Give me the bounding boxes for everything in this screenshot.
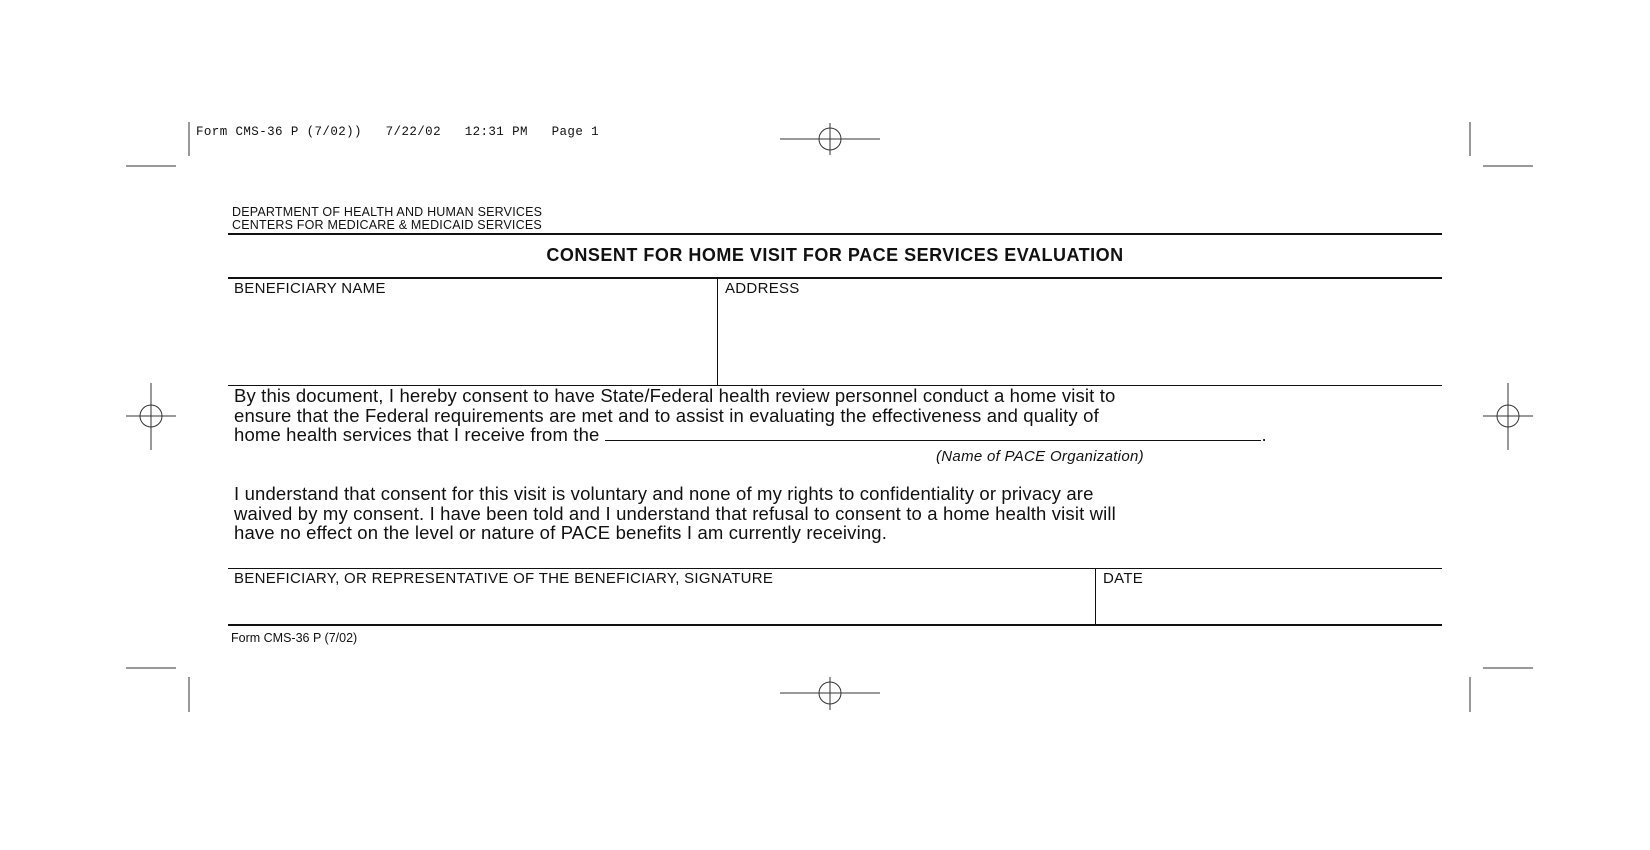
agency-line-1: DEPARTMENT OF HEALTH AND HUMAN SERVICES	[232, 205, 543, 219]
print-header-page: Page 1	[551, 125, 600, 139]
signature-label: BENEFICIARY, OR REPRESENTATIVE OF THE BENEFICIARY, SIGNATURE	[234, 570, 774, 587]
date-label: DATE	[1103, 570, 1144, 587]
print-header-time: 12:31 PM	[464, 125, 528, 139]
rule-title-bottom	[228, 277, 1442, 279]
understanding-line-3: have no effect on the level or nature of PACE benefits I am currently receiving.	[234, 522, 887, 544]
consent-line-2: ensure that the Federal requirements are met and to assist in evaluating the effectiveness and quality of	[234, 404, 1099, 426]
print-header-date: 7/22/02	[385, 125, 441, 139]
rule-signature-top	[228, 568, 1442, 569]
address-field[interactable]	[725, 300, 1435, 380]
consent-paragraph	[234, 386, 1439, 445]
consent-line-3-end: .	[1261, 424, 1267, 446]
beneficiary-name-field[interactable]	[238, 300, 708, 380]
consent-line-3-text: home health services that I receive from the	[234, 424, 600, 446]
beneficiary-name-label: BENEFICIARY NAME	[234, 280, 386, 297]
date-field[interactable]	[1103, 590, 1433, 622]
agency-line-2: CENTERS FOR MEDICARE & MEDICAID SERVICES	[232, 218, 542, 232]
understanding-line-1: I understand that consent for this visit is voluntary and none of my rights to confidentiality or privacy are	[234, 483, 1094, 504]
signature-field[interactable]	[238, 590, 1088, 622]
consent-line-3	[234, 425, 1439, 445]
footer-form-number: Form CMS-36 P (7/02)	[231, 631, 358, 645]
print-header-form: Form CMS-36 P (7/02))	[196, 125, 362, 139]
understanding-paragraph	[234, 484, 1439, 543]
understanding-line-2: waived by my consent. I have been told and I understand that refusal to consent to a home health visit will	[234, 502, 1116, 524]
rule-bottom	[228, 624, 1442, 626]
name-address-divider	[717, 279, 718, 385]
signature-date-divider	[1095, 568, 1096, 624]
pace-organization-blank[interactable]	[605, 439, 1261, 441]
rule-top	[228, 233, 1442, 235]
address-label: ADDRESS	[725, 280, 800, 297]
form-title: CONSENT FOR HOME VISIT FOR PACE SERVICES EVALUATION	[546, 245, 1124, 265]
consent-line-1: By this document, I hereby consent to have State/Federal health review personnel conduct a home visit to	[234, 385, 1116, 406]
pace-organization-caption: (Name of PACE Organization)	[936, 448, 1144, 465]
